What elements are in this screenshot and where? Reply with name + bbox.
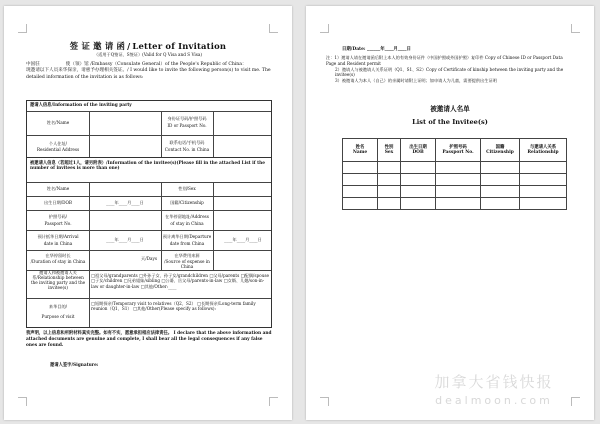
title-english: Letter of Invitation	[132, 41, 227, 51]
expense-label-cn: 在华费用来源	[174, 253, 200, 258]
invitee-sex-label: 性别/Sex	[178, 186, 196, 191]
header-dob: 出生日期 DOB	[401, 139, 436, 162]
crop-mark	[320, 24, 329, 33]
inviter-section-header: 邀请人信息/Information of the inviting party	[30, 103, 132, 108]
intro-line: 现邀请以下人员来华探亲，请惠予办理相关签证。/ I would like to invite the following person(s) to visit me. The detailed information of the invitation is as follows:	[26, 68, 271, 80]
crop-mark	[269, 397, 278, 406]
note-item: 注：1）邀请人请在邀请函后附上本人的有效身份证件（中国护照或外国护照）复印件 Copy of Chinese ID or Passport Data Page and Resident permit	[326, 55, 563, 66]
purpose-label-en: Purpose of visit	[41, 314, 75, 319]
inviter-table	[26, 100, 272, 158]
intro-body: 使（领）馆 /Embassy（Consulate General）of the People's Republic of China：	[65, 62, 247, 67]
invitee-section-header: 被邀请人信息（若超过1人，请另附表）/Information of the invitee(s)(Please fill in the attached List if the number of invitees is more than one)	[30, 161, 265, 172]
table-row	[343, 174, 567, 186]
invitee-address-label-en: of stay in China	[170, 221, 204, 226]
letter-title	[4, 40, 292, 52]
invitee-citizenship-label: 国籍/Citizenship	[170, 200, 204, 205]
invitee-dob-blank: ____年____月____日	[106, 200, 144, 205]
purpose-label-cn: 来华目的/	[48, 304, 68, 309]
crop-mark	[320, 397, 329, 406]
page-one	[4, 6, 292, 420]
departure-date-label-en: date from China	[169, 241, 205, 246]
intro-lead: 中国驻	[26, 62, 40, 67]
watermark-cn: 加拿大省钱快报	[434, 373, 554, 391]
duration-label-en: /Duration of stay in China	[30, 259, 86, 264]
duration-label-cn: 在华停留时长	[45, 253, 71, 258]
watermark	[406, 371, 582, 407]
inviter-address-label-en: Residential Address	[36, 147, 80, 152]
inviter-id-label-cn: 身份证号码/护照号码	[167, 116, 207, 121]
departure-date-blank: ____年____月____日	[224, 237, 262, 242]
arrival-date-blank: ____年____月____日	[106, 237, 144, 242]
purpose-options: □短期探亲/Temporary visit to relatives（Q2、S2） □长期探亲/Long-term family reunion（Q1、S1） □其他/Other(Please specify as follows):	[91, 301, 256, 312]
invitee-address-label-cn: 在华停留地址/Address	[165, 214, 209, 219]
inviter-id-label-en: ID or Passport No.	[167, 123, 207, 128]
invitee-table	[26, 158, 272, 328]
header-sex: 性别 Sex	[378, 139, 401, 162]
crop-mark	[18, 24, 27, 33]
title-subtitle: （适用于Q签证、S签证）(Valid for Q Visa and S Visa)	[93, 52, 203, 57]
invitee-dob-label: 出生日期/DOB	[43, 200, 73, 205]
crop-mark	[18, 397, 27, 406]
invitee-name-label: 姓名/Name	[46, 186, 70, 191]
header-citizenship: 国籍 Citizenship	[481, 139, 520, 162]
signature-label: 邀请人签字/Signature:	[50, 363, 99, 368]
header-name: 姓名 Name	[343, 139, 378, 162]
relationship-label: 邀请人和被邀请人关系/Relationship between the inviting party and the invitee(s)	[30, 270, 86, 290]
inviter-phone-label-cn: 联系电话/手机号码	[169, 140, 205, 145]
list-title-cn: 被邀请人名单	[430, 105, 470, 113]
title-chinese: 签 证 邀 请 函	[69, 41, 126, 51]
notes-block	[326, 55, 574, 84]
date-label: 日期/Date:	[342, 47, 366, 52]
list-title-en: List of the Invitee(s)	[412, 118, 488, 126]
header-relationship: 与邀请人关系 Relationship	[520, 139, 567, 162]
date-line	[342, 46, 411, 52]
relationship-options: □祖父母/grandparents □外孙子女、孙子女/grandchildren □父母/parents □配偶/spouse □子女/children □兄弟姐妹/sibling □公婆、岳父母/parents-in-law □女婿、儿媳/son-in-law or daughter-in-law □其他/Other:____	[91, 273, 270, 289]
table-row	[343, 198, 567, 210]
crop-mark	[571, 24, 580, 33]
declaration-text: 我声明，以上信息和所附材料真实完整。如有不实，愿意承担相应法律责任。 I declare that the above information and attached documents are genuine and complete, I shall bear all the legal consequences if any false ones are found.	[26, 331, 272, 348]
invitee-passport-label-en: Passport No.	[44, 221, 72, 226]
departure-date-label-cn: 预计离华日期/Departure	[162, 234, 212, 239]
invitee-passport-label-cn: 护照号码/	[48, 214, 68, 219]
inviter-name-label: 姓名/Name	[46, 120, 70, 125]
arrival-date-label-cn: 预计抵华日期/Arrival	[37, 234, 79, 239]
arrival-date-label-en: date in China	[43, 241, 73, 246]
note-item: 3）被邀请人为本人（自己）的亲属时请附上证明；如申请人为儿童，需要提供出生证明	[335, 78, 497, 84]
page-two	[306, 6, 594, 420]
title-slash: /	[127, 41, 131, 51]
date-blank: ______年____月____日	[367, 47, 411, 52]
header-passport: 护照号码 Passport No.	[436, 139, 481, 162]
note-item: 2）邀请人与被邀请人关系证明（Q1、S1、S2）Copy of Certificate of kinship between the inviting party and the invitee(s)	[335, 66, 564, 78]
expense-label-en: /Source of expense in China	[164, 259, 210, 270]
crop-mark	[269, 24, 278, 33]
invitee-list-table	[342, 138, 567, 210]
inviter-address-label-cn: 个人住址/	[48, 141, 68, 146]
watermark-url: dealmoon.com	[435, 394, 553, 407]
table-row	[343, 186, 567, 198]
intro-paragraph	[26, 62, 272, 81]
duration-days: 天/Days	[141, 256, 157, 261]
table-row	[343, 162, 567, 174]
inviter-phone-label-en: Contact No. in China	[164, 147, 210, 152]
